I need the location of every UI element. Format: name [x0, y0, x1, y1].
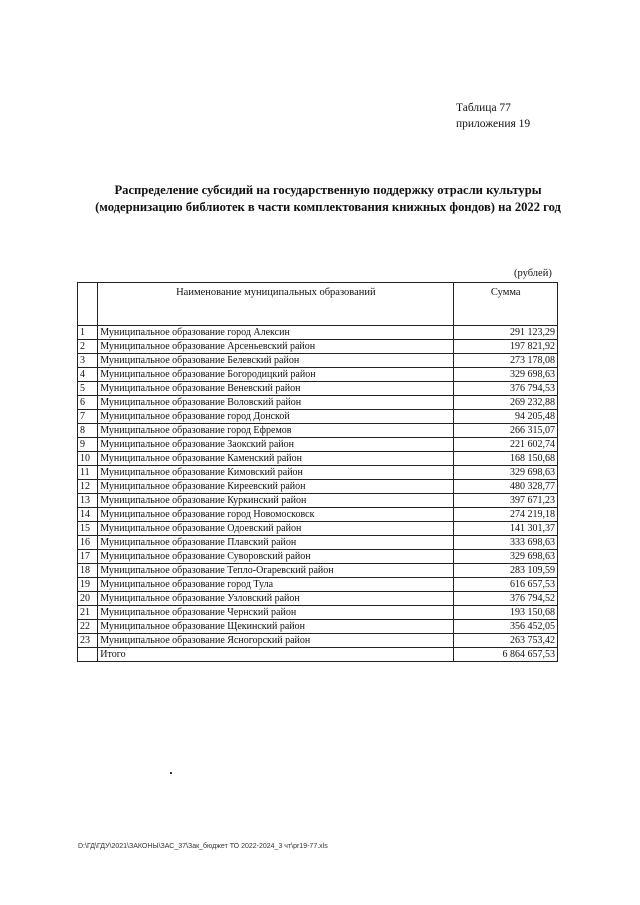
- table-row: [78, 354, 558, 368]
- total-sum: 6 864 657,53: [454, 648, 558, 662]
- title-line-2: (модернизацию библиотек в части комплектования книжных фондов) на 2022 год: [95, 200, 561, 214]
- table-number: Таблица 77: [456, 102, 511, 114]
- total-row: [78, 648, 558, 662]
- table-row: [78, 508, 558, 522]
- row-number: 19: [78, 578, 98, 592]
- row-municipality: Муниципальное образование Заокский район: [98, 438, 454, 452]
- file-path-footer: D:\ГД\ГДУ\2021\ЗАКОНЫ\ЗАС_37\Зак_бюджет ТО 2022-2024_3 чт\pr19-77.xls: [78, 843, 328, 850]
- row-number: 12: [78, 480, 98, 494]
- row-sum: 333 698,63: [454, 536, 558, 550]
- row-municipality: Муниципальное образование Ясногорский район: [98, 634, 454, 648]
- scan-speck: [170, 772, 172, 774]
- row-sum: 616 657,53: [454, 578, 558, 592]
- row-sum: 94 205,48: [454, 410, 558, 424]
- row-number: 11: [78, 466, 98, 480]
- currency-unit: (рублей): [514, 268, 552, 279]
- table-reference: [456, 100, 530, 132]
- row-sum: 329 698,63: [454, 550, 558, 564]
- table-row: [78, 564, 558, 578]
- row-sum: 329 698,63: [454, 368, 558, 382]
- row-municipality: Муниципальное образование Белевский район: [98, 354, 454, 368]
- row-number: 5: [78, 382, 98, 396]
- row-municipality: Муниципальное образование Веневский район: [98, 382, 454, 396]
- header-number: [78, 283, 98, 326]
- row-sum: 291 123,29: [454, 326, 558, 340]
- row-number: 6: [78, 396, 98, 410]
- table-row: [78, 550, 558, 564]
- row-municipality: Муниципальное образование город Новомосковск: [98, 508, 454, 522]
- row-sum: 269 232,88: [454, 396, 558, 410]
- title-line-1: Распределение субсидий на государственную поддержку отрасли культуры: [114, 183, 542, 197]
- row-municipality: Муниципальное образование Кимовский район: [98, 466, 454, 480]
- table-row: [78, 494, 558, 508]
- row-municipality: Муниципальное образование Воловский район: [98, 396, 454, 410]
- row-sum: 266 315,07: [454, 424, 558, 438]
- row-sum: 376 794,52: [454, 592, 558, 606]
- total-label: Итого: [98, 648, 454, 662]
- table-row: [78, 480, 558, 494]
- row-number: 9: [78, 438, 98, 452]
- row-number: 17: [78, 550, 98, 564]
- row-sum: 480 328,77: [454, 480, 558, 494]
- table-row: [78, 606, 558, 620]
- row-sum: 193 150,68: [454, 606, 558, 620]
- row-number: 14: [78, 508, 98, 522]
- row-municipality: Муниципальное образование Тепло-Огаревский район: [98, 564, 454, 578]
- table-row: [78, 536, 558, 550]
- document-title: [40, 182, 616, 216]
- row-sum: 376 794,53: [454, 382, 558, 396]
- row-municipality: Муниципальное образование Каменский район: [98, 452, 454, 466]
- row-municipality: Муниципальное образование Киреевский район: [98, 480, 454, 494]
- row-number: 18: [78, 564, 98, 578]
- row-sum: 221 602,74: [454, 438, 558, 452]
- row-number: 21: [78, 606, 98, 620]
- table-row: [78, 382, 558, 396]
- row-sum: 356 452,05: [454, 620, 558, 634]
- row-municipality: Муниципальное образование город Тула: [98, 578, 454, 592]
- table-row: [78, 326, 558, 340]
- row-number: 4: [78, 368, 98, 382]
- row-number: 7: [78, 410, 98, 424]
- table-row: [78, 620, 558, 634]
- table-header-row: [78, 283, 558, 326]
- row-number: 10: [78, 452, 98, 466]
- table-body: [78, 326, 558, 648]
- row-number: 15: [78, 522, 98, 536]
- table-row: [78, 452, 558, 466]
- row-municipality: Муниципальное образование Щекинский район: [98, 620, 454, 634]
- header-sum: Сумма: [454, 283, 558, 326]
- table-row: [78, 410, 558, 424]
- row-number: 1: [78, 326, 98, 340]
- row-number: 20: [78, 592, 98, 606]
- row-number: 16: [78, 536, 98, 550]
- table-row: [78, 466, 558, 480]
- table-row: [78, 578, 558, 592]
- table-row: [78, 424, 558, 438]
- row-municipality: Муниципальное образование город Донской: [98, 410, 454, 424]
- row-municipality: Муниципальное образование Богородицкий район: [98, 368, 454, 382]
- row-municipality: Муниципальное образование Узловский район: [98, 592, 454, 606]
- row-municipality: Муниципальное образование Арсеньевский район: [98, 340, 454, 354]
- total-number-cell: [78, 648, 98, 662]
- row-number: 13: [78, 494, 98, 508]
- row-sum: 397 671,23: [454, 494, 558, 508]
- table-row: [78, 522, 558, 536]
- row-number: 23: [78, 634, 98, 648]
- table-row: [78, 396, 558, 410]
- table-row: [78, 634, 558, 648]
- row-sum: 273 178,08: [454, 354, 558, 368]
- header-name: Наименование муниципальных образований: [98, 283, 454, 326]
- row-sum: 329 698,63: [454, 466, 558, 480]
- row-municipality: Муниципальное образование город Ефремов: [98, 424, 454, 438]
- row-sum: 168 150,68: [454, 452, 558, 466]
- row-municipality: Муниципальное образование Суворовский район: [98, 550, 454, 564]
- table-row: [78, 438, 558, 452]
- row-sum: 141 301,37: [454, 522, 558, 536]
- row-sum: 263 753,42: [454, 634, 558, 648]
- row-municipality: Муниципальное образование Одоевский район: [98, 522, 454, 536]
- subsidy-table: [77, 282, 558, 662]
- row-number: 2: [78, 340, 98, 354]
- row-number: 8: [78, 424, 98, 438]
- table-row: [78, 340, 558, 354]
- row-municipality: Муниципальное образование Чернский район: [98, 606, 454, 620]
- table-row: [78, 368, 558, 382]
- row-sum: 274 219,18: [454, 508, 558, 522]
- row-number: 22: [78, 620, 98, 634]
- row-number: 3: [78, 354, 98, 368]
- appendix-number: приложения 19: [456, 118, 531, 130]
- row-sum: 283 109,59: [454, 564, 558, 578]
- table-row: [78, 592, 558, 606]
- row-municipality: Муниципальное образование Куркинский район: [98, 494, 454, 508]
- row-municipality: Муниципальное образование Плавский район: [98, 536, 454, 550]
- row-sum: 197 821,92: [454, 340, 558, 354]
- row-municipality: Муниципальное образование город Алексин: [98, 326, 454, 340]
